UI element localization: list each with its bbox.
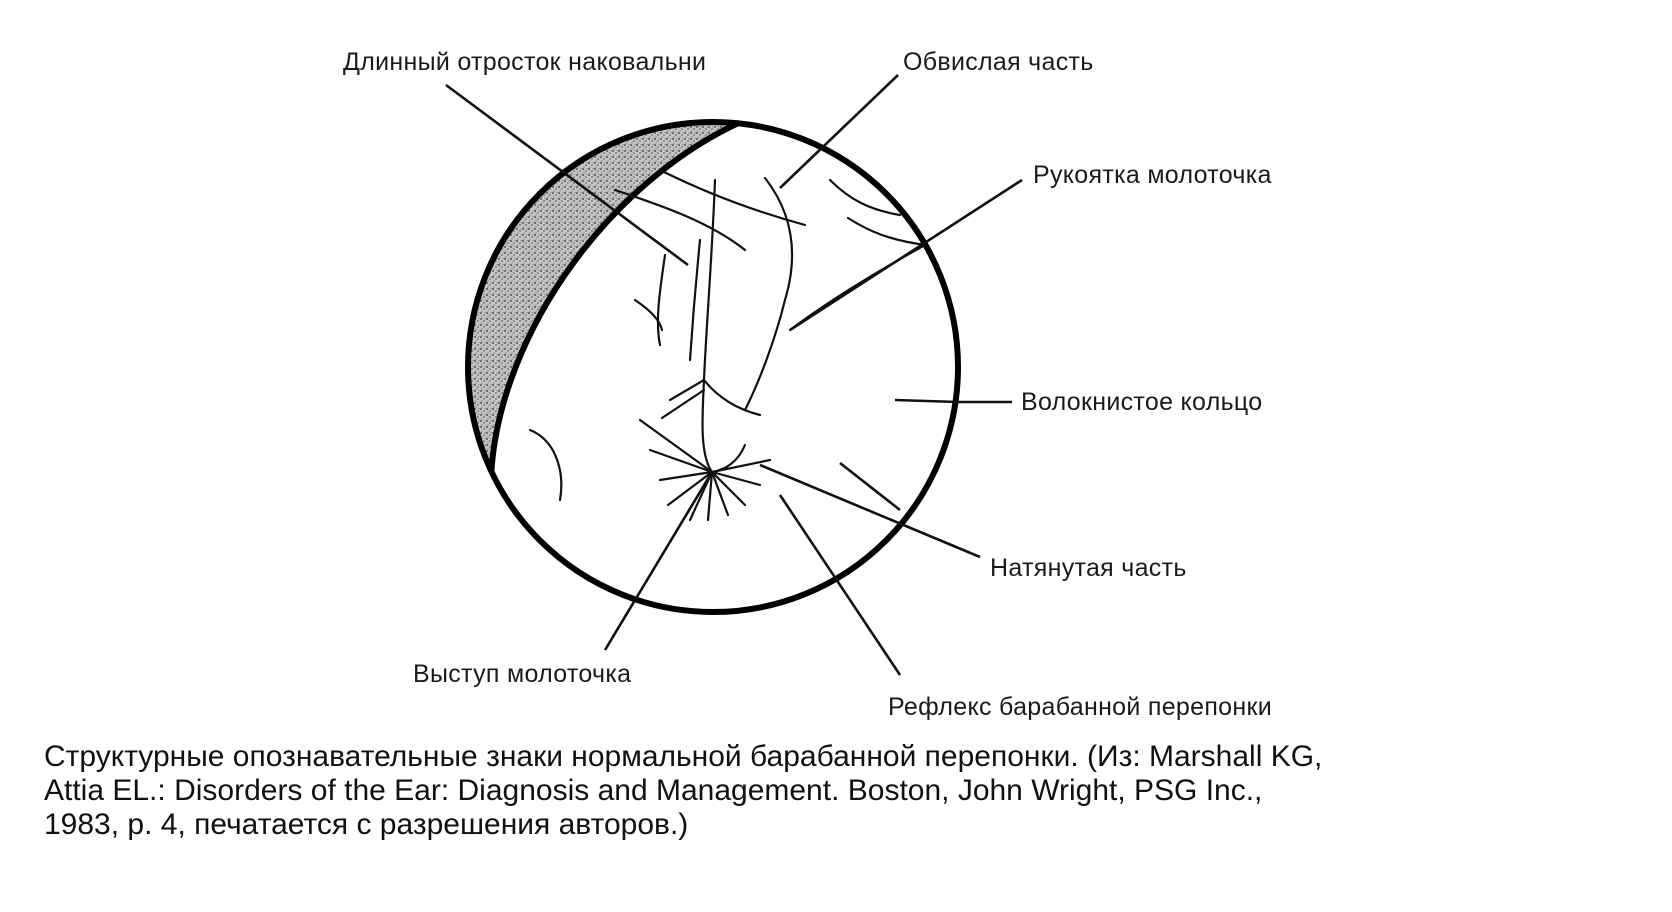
label-incus-long-process: Длинный отросток наковальни [343, 48, 707, 76]
label-malleus-prominence: Выступ молоточка [413, 660, 632, 688]
caption-line-1: Структурные опознавательные знаки нормальной барабанной перепонки. (Из: Marshall KG, [44, 740, 1323, 773]
label-pars-flaccida: Обвислая часть [903, 48, 1094, 76]
figure-caption [44, 740, 1644, 842]
caption-line-2: Attia EL.: Disorders of the Ear: Diagnosis and Management. Boston, John Wright, PSG Inc., [44, 774, 1263, 807]
label-malleus-handle: Рукоятка молоточка [1033, 161, 1272, 189]
label-light-reflex: Рефлекс барабанной перепонки [888, 693, 1272, 721]
caption-line-3: 1983, p. 4, печатается с разрешения авторов.) [44, 808, 689, 841]
label-pars-tensa: Натянутая часть [990, 554, 1187, 582]
label-fibrous-annulus: Волокнистое кольцо [1021, 388, 1263, 416]
